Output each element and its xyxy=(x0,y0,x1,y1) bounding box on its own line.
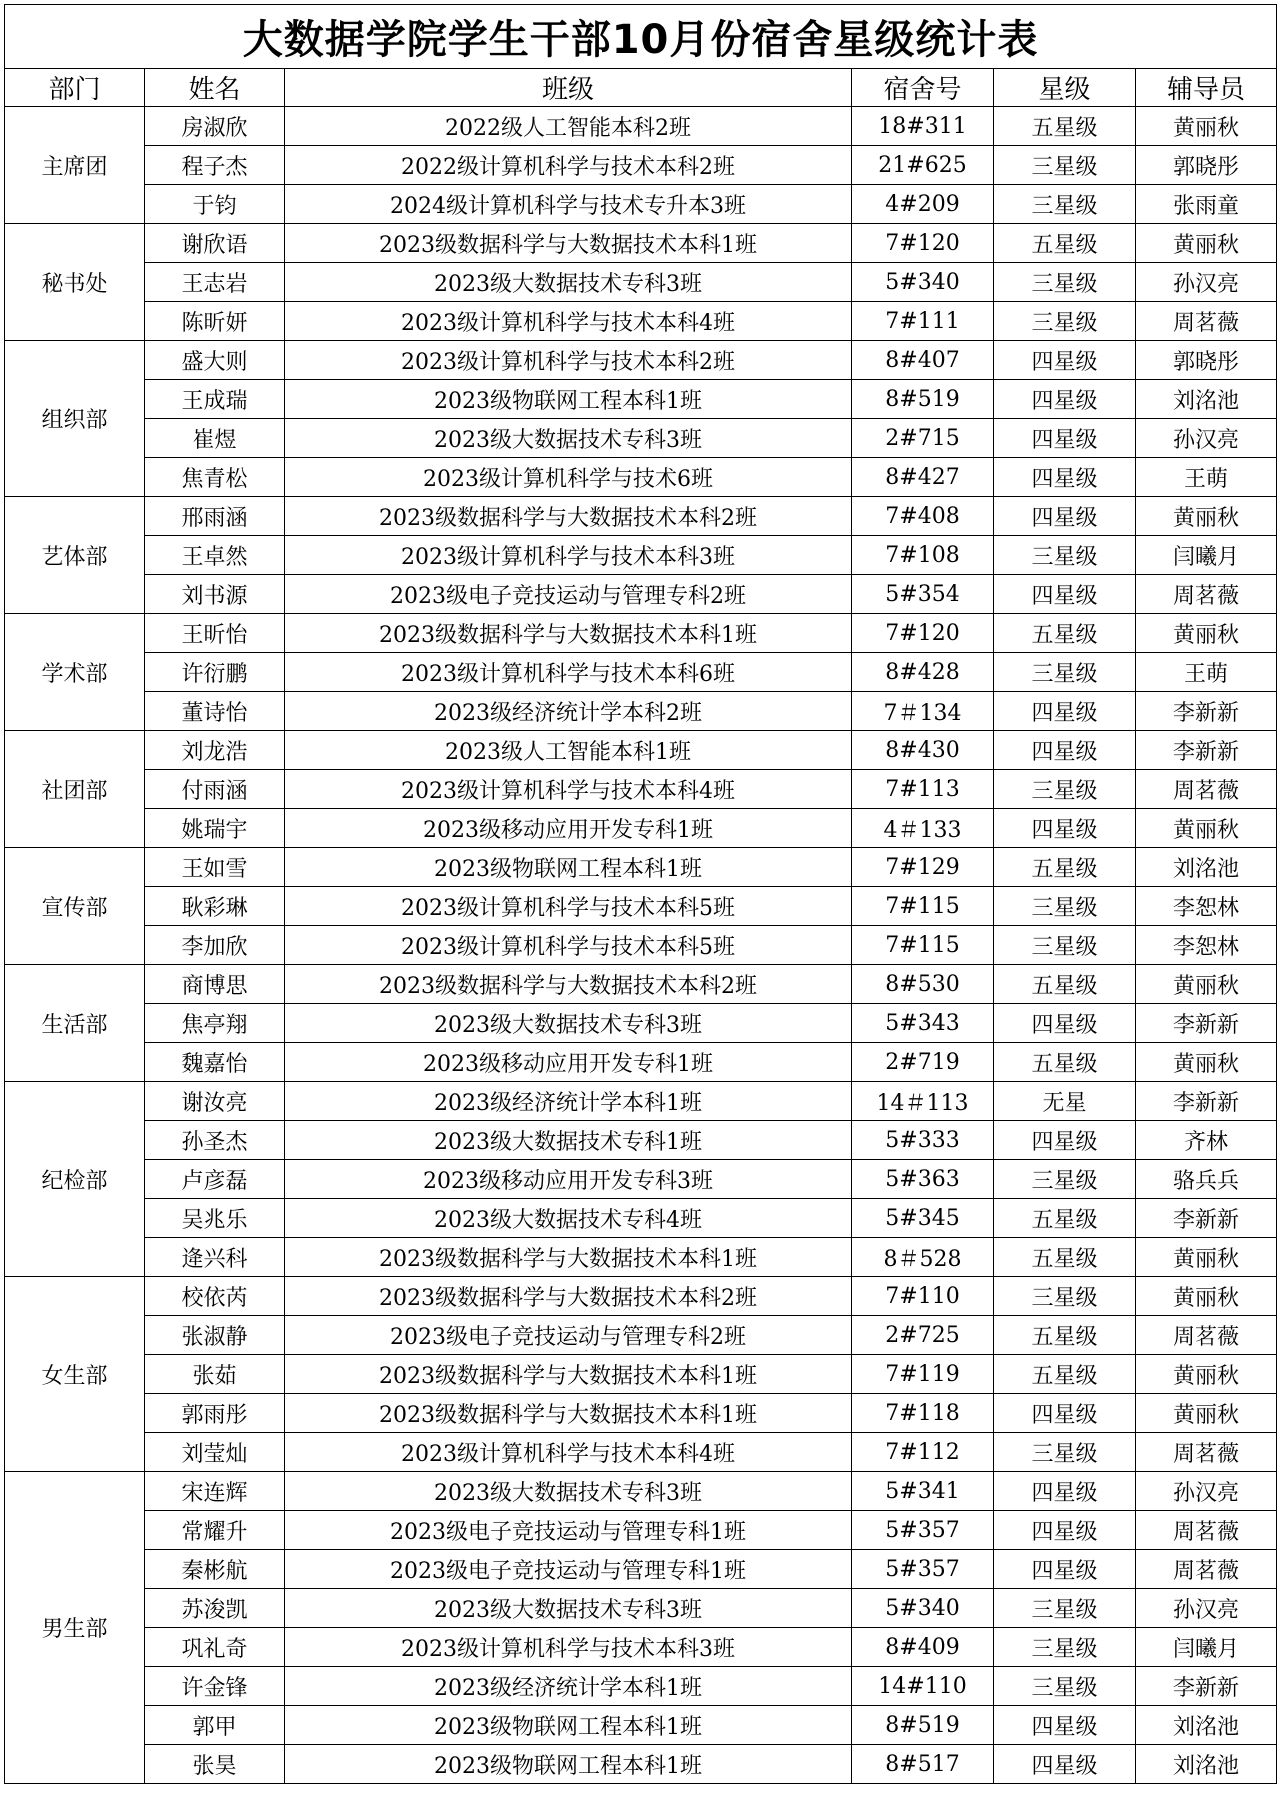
star-level-cell: 三星级 xyxy=(994,146,1136,185)
dorm-number-cell: 5#333 xyxy=(852,1121,994,1160)
class-name-cell: 2022级人工智能本科2班 xyxy=(285,107,852,146)
student-name-cell: 刘龙浩 xyxy=(145,731,285,770)
star-level-cell: 四星级 xyxy=(994,1472,1136,1511)
star-level-cell: 四星级 xyxy=(994,1004,1136,1043)
student-name-cell: 逄兴科 xyxy=(145,1238,285,1277)
counselor-cell: 黄丽秋 xyxy=(1136,224,1277,263)
table-row xyxy=(5,1160,1277,1199)
table-row xyxy=(5,1004,1277,1043)
dept-cell: 社团部 xyxy=(5,731,145,848)
class-name-cell: 2023级大数据技术专科1班 xyxy=(285,1121,852,1160)
counselor-cell: 孙汉亮 xyxy=(1136,419,1277,458)
dorm-number-cell: 8#428 xyxy=(852,653,994,692)
counselor-cell: 闫曦月 xyxy=(1136,1628,1277,1667)
counselor-cell: 刘洺池 xyxy=(1136,1745,1277,1784)
dorm-number-cell: 14＃113 xyxy=(852,1082,994,1121)
class-name-cell: 2023级大数据技术专科3班 xyxy=(285,1004,852,1043)
student-name-cell: 焦亭翔 xyxy=(145,1004,285,1043)
class-name-cell: 2023级物联网工程本科1班 xyxy=(285,380,852,419)
dorm-number-cell: 7#118 xyxy=(852,1394,994,1433)
table-row xyxy=(5,692,1277,731)
class-name-cell: 2023级计算机科学与技术6班 xyxy=(285,458,852,497)
star-level-cell: 四星级 xyxy=(994,1511,1136,1550)
table-row xyxy=(5,575,1277,614)
star-level-cell: 三星级 xyxy=(994,263,1136,302)
table-row xyxy=(5,1667,1277,1706)
table-row xyxy=(5,1043,1277,1082)
class-name-cell: 2023级数据科学与大数据技术本科1班 xyxy=(285,1394,852,1433)
table-row xyxy=(5,1550,1277,1589)
class-name-cell: 2023级人工智能本科1班 xyxy=(285,731,852,770)
counselor-cell: 李新新 xyxy=(1136,692,1277,731)
student-name-cell: 郭甲 xyxy=(145,1706,285,1745)
table-row xyxy=(5,419,1277,458)
counselor-cell: 黄丽秋 xyxy=(1136,1355,1277,1394)
class-name-cell: 2023级计算机科学与技术本科3班 xyxy=(285,536,852,575)
class-name-cell: 2023级物联网工程本科1班 xyxy=(285,1706,852,1745)
star-level-cell: 四星级 xyxy=(994,1394,1136,1433)
student-name-cell: 焦青松 xyxy=(145,458,285,497)
dorm-number-cell: 7#408 xyxy=(852,497,994,536)
star-level-cell: 五星级 xyxy=(994,1199,1136,1238)
star-level-cell: 三星级 xyxy=(994,770,1136,809)
student-name-cell: 王如雪 xyxy=(145,848,285,887)
class-name-cell: 2023级计算机科学与技术本科5班 xyxy=(285,887,852,926)
star-level-cell: 三星级 xyxy=(994,887,1136,926)
dept-cell: 男生部 xyxy=(5,1472,145,1784)
counselor-cell: 黄丽秋 xyxy=(1136,1238,1277,1277)
header-star: 星级 xyxy=(994,69,1136,107)
counselor-cell: 周茗薇 xyxy=(1136,575,1277,614)
star-level-cell: 无星 xyxy=(994,1082,1136,1121)
header-name: 姓名 xyxy=(145,69,285,107)
table-row xyxy=(5,965,1277,1004)
class-name-cell: 2023级计算机科学与技术本科4班 xyxy=(285,1433,852,1472)
dorm-number-cell: 8#519 xyxy=(852,1706,994,1745)
class-name-cell: 2022级计算机科学与技术本科2班 xyxy=(285,146,852,185)
dept-cell: 纪检部 xyxy=(5,1082,145,1277)
star-level-cell: 三星级 xyxy=(994,1160,1136,1199)
student-name-cell: 秦彬航 xyxy=(145,1550,285,1589)
student-name-cell: 卢彦磊 xyxy=(145,1160,285,1199)
student-name-cell: 房淑欣 xyxy=(145,107,285,146)
table-row xyxy=(5,1277,1277,1316)
counselor-cell: 周茗薇 xyxy=(1136,302,1277,341)
dorm-number-cell: 8＃528 xyxy=(852,1238,994,1277)
student-name-cell: 孙圣杰 xyxy=(145,1121,285,1160)
student-name-cell: 魏嘉怡 xyxy=(145,1043,285,1082)
class-name-cell: 2023级数据科学与大数据技术本科2班 xyxy=(285,965,852,1004)
counselor-cell: 黄丽秋 xyxy=(1136,965,1277,1004)
dorm-number-cell: 5#340 xyxy=(852,263,994,302)
student-name-cell: 宋连辉 xyxy=(145,1472,285,1511)
dorm-number-cell: 2#719 xyxy=(852,1043,994,1082)
counselor-cell: 孙汉亮 xyxy=(1136,1589,1277,1628)
dept-cell: 学术部 xyxy=(5,614,145,731)
table-row xyxy=(5,809,1277,848)
counselor-cell: 黄丽秋 xyxy=(1136,1277,1277,1316)
dept-cell: 秘书处 xyxy=(5,224,145,341)
star-level-cell: 四星级 xyxy=(994,1121,1136,1160)
dorm-number-cell: 8#407 xyxy=(852,341,994,380)
table-row xyxy=(5,536,1277,575)
student-name-cell: 张昊 xyxy=(145,1745,285,1784)
star-level-cell: 三星级 xyxy=(994,1277,1136,1316)
star-level-cell: 三星级 xyxy=(994,302,1136,341)
student-name-cell: 刘书源 xyxy=(145,575,285,614)
student-name-cell: 盛大则 xyxy=(145,341,285,380)
dorm-number-cell: 5#340 xyxy=(852,1589,994,1628)
student-name-cell: 崔煜 xyxy=(145,419,285,458)
dorm-number-cell: 2#715 xyxy=(852,419,994,458)
table-row xyxy=(5,341,1277,380)
counselor-cell: 周茗薇 xyxy=(1136,1550,1277,1589)
student-name-cell: 陈昕妍 xyxy=(145,302,285,341)
table-title: 大数据学院学生干部10月份宿舍星级统计表 xyxy=(5,5,1277,69)
student-name-cell: 校依芮 xyxy=(145,1277,285,1316)
table-row xyxy=(5,1472,1277,1511)
class-name-cell: 2023级计算机科学与技术本科5班 xyxy=(285,926,852,965)
dorm-number-cell: 5#341 xyxy=(852,1472,994,1511)
counselor-cell: 黄丽秋 xyxy=(1136,614,1277,653)
counselor-cell: 李恕林 xyxy=(1136,926,1277,965)
counselor-cell: 骆兵兵 xyxy=(1136,1160,1277,1199)
table-row xyxy=(5,614,1277,653)
student-name-cell: 王卓然 xyxy=(145,536,285,575)
table-row xyxy=(5,731,1277,770)
star-level-cell: 五星级 xyxy=(994,1355,1136,1394)
star-level-cell: 四星级 xyxy=(994,341,1136,380)
star-level-cell: 三星级 xyxy=(994,536,1136,575)
counselor-cell: 周茗薇 xyxy=(1136,1511,1277,1550)
dorm-number-cell: 8#519 xyxy=(852,380,994,419)
counselor-cell: 王萌 xyxy=(1136,458,1277,497)
table-row xyxy=(5,1199,1277,1238)
class-name-cell: 2023级计算机科学与技术本科6班 xyxy=(285,653,852,692)
star-level-cell: 五星级 xyxy=(994,1238,1136,1277)
dorm-number-cell: 5#343 xyxy=(852,1004,994,1043)
star-level-cell: 四星级 xyxy=(994,1706,1136,1745)
class-name-cell: 2023级大数据技术专科3班 xyxy=(285,1472,852,1511)
class-name-cell: 2023级计算机科学与技术本科2班 xyxy=(285,341,852,380)
dorm-number-cell: 7＃134 xyxy=(852,692,994,731)
table-row xyxy=(5,1082,1277,1121)
class-name-cell: 2024级计算机科学与技术专升本3班 xyxy=(285,185,852,224)
counselor-cell: 孙汉亮 xyxy=(1136,1472,1277,1511)
counselor-cell: 李新新 xyxy=(1136,1199,1277,1238)
dept-cell: 生活部 xyxy=(5,965,145,1082)
table-row xyxy=(5,1433,1277,1472)
dorm-number-cell: 8#409 xyxy=(852,1628,994,1667)
class-name-cell: 2023级数据科学与大数据技术本科1班 xyxy=(285,1238,852,1277)
class-name-cell: 2023级经济统计学本科2班 xyxy=(285,692,852,731)
class-name-cell: 2023级电子竞技运动与管理专科2班 xyxy=(285,575,852,614)
star-level-cell: 四星级 xyxy=(994,1550,1136,1589)
dorm-number-cell: 8#430 xyxy=(852,731,994,770)
class-name-cell: 2023级计算机科学与技术本科3班 xyxy=(285,1628,852,1667)
star-level-cell: 三星级 xyxy=(994,1589,1136,1628)
star-level-cell: 四星级 xyxy=(994,731,1136,770)
class-name-cell: 2023级大数据技术专科3班 xyxy=(285,263,852,302)
dorm-number-cell: 7#115 xyxy=(852,887,994,926)
class-name-cell: 2023级数据科学与大数据技术本科1班 xyxy=(285,224,852,263)
table-row xyxy=(5,887,1277,926)
counselor-cell: 郭晓彤 xyxy=(1136,341,1277,380)
dorm-number-cell: 7#119 xyxy=(852,1355,994,1394)
table-row xyxy=(5,1589,1277,1628)
counselor-cell: 黄丽秋 xyxy=(1136,1394,1277,1433)
table-row xyxy=(5,1745,1277,1784)
table-row xyxy=(5,926,1277,965)
dorm-number-cell: 7#113 xyxy=(852,770,994,809)
dorm-number-cell: 7#120 xyxy=(852,614,994,653)
star-level-cell: 三星级 xyxy=(994,1433,1136,1472)
student-name-cell: 郭雨彤 xyxy=(145,1394,285,1433)
dorm-number-cell: 4＃133 xyxy=(852,809,994,848)
dorm-number-cell: 7#112 xyxy=(852,1433,994,1472)
dorm-number-cell: 5#357 xyxy=(852,1550,994,1589)
student-name-cell: 刘莹灿 xyxy=(145,1433,285,1472)
dorm-number-cell: 7#111 xyxy=(852,302,994,341)
student-name-cell: 谢欣语 xyxy=(145,224,285,263)
class-name-cell: 2023级大数据技术专科3班 xyxy=(285,1589,852,1628)
student-name-cell: 王成瑞 xyxy=(145,380,285,419)
student-name-cell: 耿彩琳 xyxy=(145,887,285,926)
star-level-cell: 三星级 xyxy=(994,1667,1136,1706)
student-name-cell: 巩礼奇 xyxy=(145,1628,285,1667)
student-name-cell: 吴兆乐 xyxy=(145,1199,285,1238)
student-name-cell: 张淑静 xyxy=(145,1316,285,1355)
class-name-cell: 2023级移动应用开发专科1班 xyxy=(285,1043,852,1082)
star-level-cell: 五星级 xyxy=(994,848,1136,887)
table-row xyxy=(5,107,1277,146)
counselor-cell: 闫曦月 xyxy=(1136,536,1277,575)
counselor-cell: 刘洺池 xyxy=(1136,1706,1277,1745)
table-row xyxy=(5,185,1277,224)
counselor-cell: 张雨童 xyxy=(1136,185,1277,224)
student-name-cell: 王志岩 xyxy=(145,263,285,302)
counselor-cell: 刘洺池 xyxy=(1136,380,1277,419)
student-name-cell: 苏浚凯 xyxy=(145,1589,285,1628)
star-level-cell: 四星级 xyxy=(994,575,1136,614)
class-name-cell: 2023级移动应用开发专科3班 xyxy=(285,1160,852,1199)
dorm-star-table xyxy=(4,4,1277,1784)
counselor-cell: 周茗薇 xyxy=(1136,1433,1277,1472)
star-level-cell: 五星级 xyxy=(994,1043,1136,1082)
dorm-number-cell: 5#354 xyxy=(852,575,994,614)
dorm-number-cell: 18#311 xyxy=(852,107,994,146)
table-row xyxy=(5,1706,1277,1745)
star-level-cell: 四星级 xyxy=(994,692,1136,731)
header-dept: 部门 xyxy=(5,69,145,107)
class-name-cell: 2023级电子竞技运动与管理专科1班 xyxy=(285,1511,852,1550)
class-name-cell: 2023级数据科学与大数据技术本科2班 xyxy=(285,1277,852,1316)
table-row xyxy=(5,1511,1277,1550)
dorm-number-cell: 8#517 xyxy=(852,1745,994,1784)
header-counselor: 辅导员 xyxy=(1136,69,1277,107)
dorm-number-cell: 7#110 xyxy=(852,1277,994,1316)
counselor-cell: 刘洺池 xyxy=(1136,848,1277,887)
dorm-number-cell: 4#209 xyxy=(852,185,994,224)
counselor-cell: 李新新 xyxy=(1136,1667,1277,1706)
counselor-cell: 王萌 xyxy=(1136,653,1277,692)
star-level-cell: 四星级 xyxy=(994,380,1136,419)
table-row xyxy=(5,302,1277,341)
dept-cell: 女生部 xyxy=(5,1277,145,1472)
table-body xyxy=(5,107,1277,1784)
star-level-cell: 三星级 xyxy=(994,653,1136,692)
star-level-cell: 四星级 xyxy=(994,458,1136,497)
header-dorm: 宿舍号 xyxy=(852,69,994,107)
class-name-cell: 2023级数据科学与大数据技术本科2班 xyxy=(285,497,852,536)
star-level-cell: 五星级 xyxy=(994,965,1136,1004)
class-name-cell: 2023级大数据技术专科4班 xyxy=(285,1199,852,1238)
table-row xyxy=(5,458,1277,497)
counselor-cell: 李恕林 xyxy=(1136,887,1277,926)
class-name-cell: 2023级计算机科学与技术本科4班 xyxy=(285,770,852,809)
star-level-cell: 五星级 xyxy=(994,1316,1136,1355)
table-row xyxy=(5,1355,1277,1394)
class-name-cell: 2023级数据科学与大数据技术本科1班 xyxy=(285,614,852,653)
counselor-cell: 黄丽秋 xyxy=(1136,1043,1277,1082)
student-name-cell: 付雨涵 xyxy=(145,770,285,809)
dept-cell: 组织部 xyxy=(5,341,145,497)
student-name-cell: 许衍鹏 xyxy=(145,653,285,692)
dorm-number-cell: 14#110 xyxy=(852,1667,994,1706)
student-name-cell: 常耀升 xyxy=(145,1511,285,1550)
student-name-cell: 姚瑞宇 xyxy=(145,809,285,848)
student-name-cell: 谢汝亮 xyxy=(145,1082,285,1121)
class-name-cell: 2023级移动应用开发专科1班 xyxy=(285,809,852,848)
class-name-cell: 2023级计算机科学与技术本科4班 xyxy=(285,302,852,341)
student-name-cell: 王昕怡 xyxy=(145,614,285,653)
dept-cell: 宣传部 xyxy=(5,848,145,965)
star-level-cell: 三星级 xyxy=(994,1628,1136,1667)
dorm-number-cell: 8#427 xyxy=(852,458,994,497)
student-name-cell: 商博思 xyxy=(145,965,285,1004)
counselor-cell: 黄丽秋 xyxy=(1136,107,1277,146)
table-row xyxy=(5,1316,1277,1355)
table-row xyxy=(5,497,1277,536)
star-level-cell: 四星级 xyxy=(994,419,1136,458)
star-level-cell: 四星级 xyxy=(994,497,1136,536)
table-row xyxy=(5,848,1277,887)
student-name-cell: 于钧 xyxy=(145,185,285,224)
class-name-cell: 2023级物联网工程本科1班 xyxy=(285,848,852,887)
dorm-number-cell: 7#129 xyxy=(852,848,994,887)
dorm-number-cell: 2#725 xyxy=(852,1316,994,1355)
counselor-cell: 黄丽秋 xyxy=(1136,809,1277,848)
dept-cell: 主席团 xyxy=(5,107,145,224)
table-row xyxy=(5,1238,1277,1277)
class-name-cell: 2023级经济统计学本科1班 xyxy=(285,1667,852,1706)
class-name-cell: 2023级经济统计学本科1班 xyxy=(285,1082,852,1121)
dorm-number-cell: 5#363 xyxy=(852,1160,994,1199)
star-level-cell: 四星级 xyxy=(994,1745,1136,1784)
student-name-cell: 许金锋 xyxy=(145,1667,285,1706)
star-level-cell: 四星级 xyxy=(994,809,1136,848)
student-name-cell: 程子杰 xyxy=(145,146,285,185)
table-row xyxy=(5,770,1277,809)
counselor-cell: 黄丽秋 xyxy=(1136,497,1277,536)
table-row xyxy=(5,263,1277,302)
table-row xyxy=(5,653,1277,692)
student-name-cell: 董诗怡 xyxy=(145,692,285,731)
student-name-cell: 邢雨涵 xyxy=(145,497,285,536)
table-row xyxy=(5,146,1277,185)
counselor-cell: 齐林 xyxy=(1136,1121,1277,1160)
class-name-cell: 2023级电子竞技运动与管理专科2班 xyxy=(285,1316,852,1355)
table-row xyxy=(5,1394,1277,1433)
counselor-cell: 周茗薇 xyxy=(1136,770,1277,809)
counselor-cell: 李新新 xyxy=(1136,1082,1277,1121)
counselor-cell: 周茗薇 xyxy=(1136,1316,1277,1355)
dorm-number-cell: 5#345 xyxy=(852,1199,994,1238)
table-row xyxy=(5,380,1277,419)
table-row xyxy=(5,1121,1277,1160)
star-level-cell: 三星级 xyxy=(994,185,1136,224)
student-name-cell: 李加欣 xyxy=(145,926,285,965)
dorm-number-cell: 7#115 xyxy=(852,926,994,965)
dorm-number-cell: 5#357 xyxy=(852,1511,994,1550)
dept-cell: 艺体部 xyxy=(5,497,145,614)
table-row xyxy=(5,224,1277,263)
counselor-cell: 孙汉亮 xyxy=(1136,263,1277,302)
class-name-cell: 2023级物联网工程本科1班 xyxy=(285,1745,852,1784)
class-name-cell: 2023级电子竞技运动与管理专科1班 xyxy=(285,1550,852,1589)
student-name-cell: 张茹 xyxy=(145,1355,285,1394)
star-level-cell: 三星级 xyxy=(994,926,1136,965)
counselor-cell: 郭晓彤 xyxy=(1136,146,1277,185)
dorm-number-cell: 7#120 xyxy=(852,224,994,263)
class-name-cell: 2023级大数据技术专科3班 xyxy=(285,419,852,458)
counselor-cell: 李新新 xyxy=(1136,1004,1277,1043)
header-row xyxy=(5,69,1277,107)
dorm-number-cell: 8#530 xyxy=(852,965,994,1004)
star-level-cell: 五星级 xyxy=(994,107,1136,146)
counselor-cell: 李新新 xyxy=(1136,731,1277,770)
star-level-cell: 五星级 xyxy=(994,614,1136,653)
table-row xyxy=(5,1628,1277,1667)
dorm-number-cell: 7#108 xyxy=(852,536,994,575)
star-level-cell: 五星级 xyxy=(994,224,1136,263)
dorm-number-cell: 21#625 xyxy=(852,146,994,185)
class-name-cell: 2023级数据科学与大数据技术本科1班 xyxy=(285,1355,852,1394)
header-class: 班级 xyxy=(285,69,852,107)
